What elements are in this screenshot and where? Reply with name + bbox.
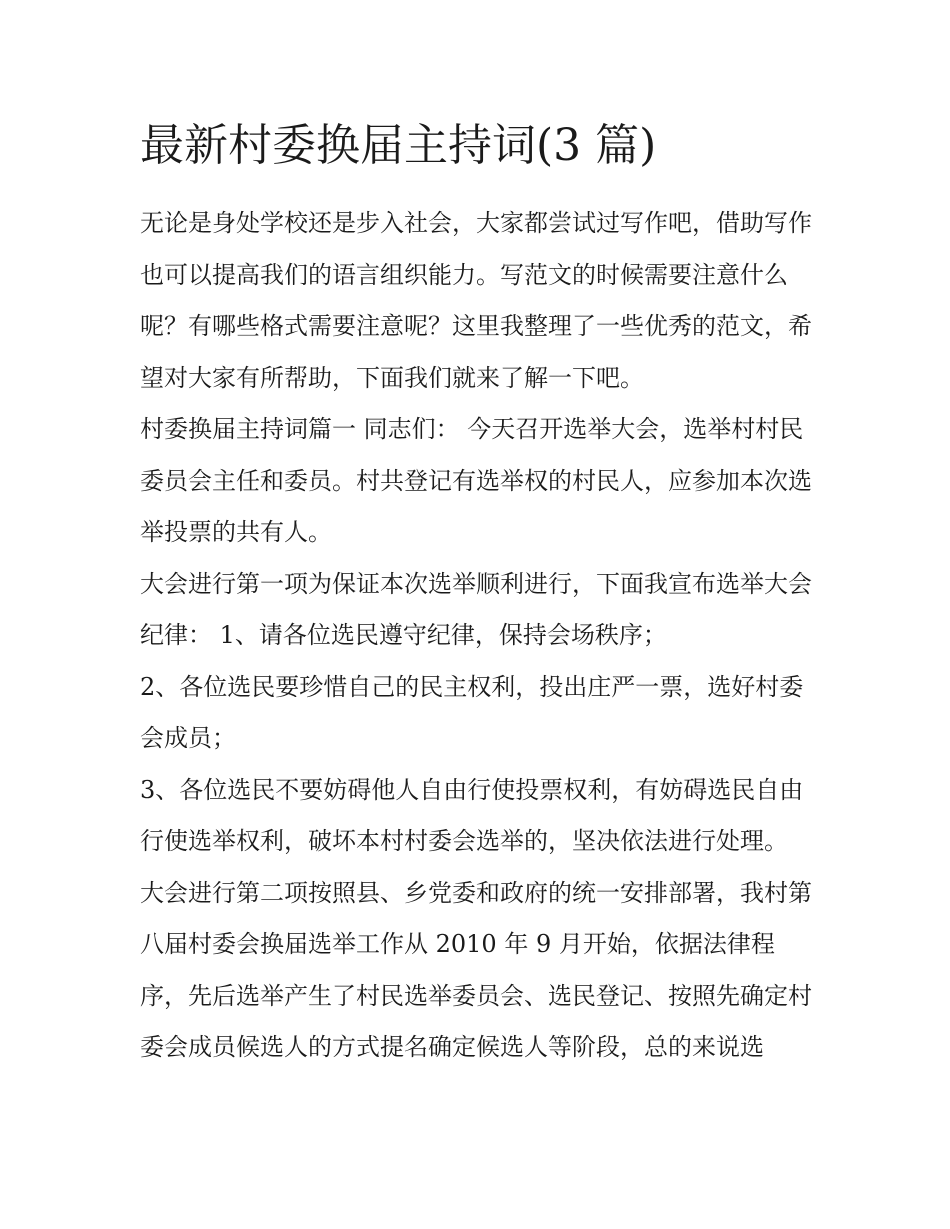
meeting-discipline-paragraph: 大会进行第一项为保证本次选举顺利进行，下面我宣布选举大会纪律： 1、请各位选民遵守纪律，保持会场秩序； — [140, 569, 812, 649]
agenda-item-2-paragraph: 大会进行第二项按照县、乡党委和政府的统一安排部署，我村第八届村委会换届选举工作从 2010 年 9 月开始，依据法律程序，先后选举产生了村民选举委员会、选民登记、按照先确定村委会成员候选人的方式提名确定候选人等阶段，总的来说选 — [140, 878, 812, 1061]
intro-paragraph: 无论是身处学校还是步入社会，大家都尝试过写作吧，借助写作也可以提高我们的语言组织能力。写范文的时候需要注意什么呢？有哪些格式需要注意呢？这里我整理了一些优秀的范文，希望对大家有所帮助，下面我们就来了解一下吧。 — [140, 209, 812, 392]
document-title: 最新村委换届主持词(3 篇) — [140, 120, 657, 171]
document-body — [140, 112, 820, 1074]
section-one-opening-paragraph: 村委换届主持词篇一 同志们： 今天召开选举大会，选举村村民委员会主任和委员。村共登记有选举权的村民人，应参加本次选举投票的共有人。 — [140, 415, 812, 546]
discipline-item-2-paragraph: 2、各位选民要珍惜自己的民主权利，投出庄严一票，选好村委会成员； — [140, 672, 804, 752]
discipline-item-3-paragraph: 3、各位选民不要妨碍他人自由行使投票权利，有妨碍选民自由行使选举权利，破坏本村村委会选举的，坚决依法进行处理。 — [140, 775, 804, 855]
